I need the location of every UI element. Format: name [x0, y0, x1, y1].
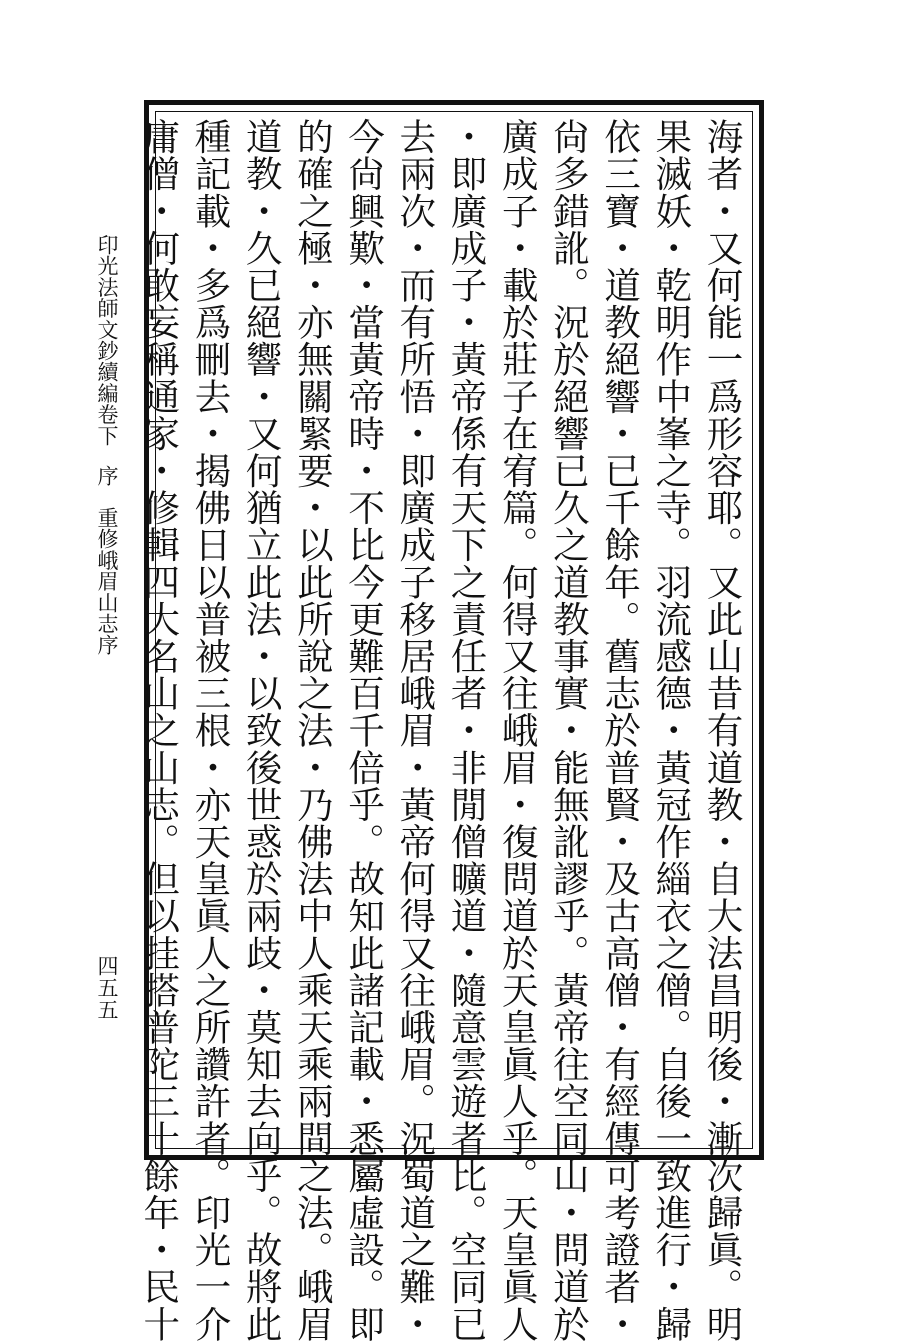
- text-column-4: 尙多錯訛。況於絕響已久之道教事實・能無訛謬乎。黃帝往空同山・問道於: [547, 118, 591, 1342]
- running-header: [93, 234, 140, 684]
- text-column-10: 道教・久已絕響・又何猶立此法・以致後世惑於兩歧・莫知去向乎。故將此: [240, 118, 284, 1342]
- page-number: 四五五: [95, 955, 119, 1021]
- text-column-12: 庸僧・何敢妄稱通家・修輯四大名山之山志。但以挂搭普陀三十餘年・民十: [137, 118, 181, 1342]
- text-column-1: 海者・又何能一爲形容耶。又此山昔有道教・自大法昌明後・漸次歸眞。明: [701, 118, 744, 1342]
- text-column-9: 的確之極・亦無關緊要・以此所說之法・乃佛法中人乘天乘兩間之法。峨眉: [291, 118, 335, 1342]
- text-column-6: ・即廣成子・黃帝係有天下之責任者・非閒僧曠道・隨意雲遊者比。空同已: [444, 118, 488, 1342]
- text-column-2: 果滅妖・乾明作中峯之寺。羽流感德・黃冠作緇衣之僧。自後一致進行・歸: [649, 118, 693, 1342]
- text-column-8: 今尙興歎・當黃帝時・不比今更難百千倍乎。故知此諸記載・悉屬虛設。即: [342, 118, 386, 1342]
- text-column-3: 依三寶・道教絕響・已千餘年。舊志於普賢・及古高僧・有經傳可考證者・: [598, 118, 642, 1342]
- section-label: 序: [95, 465, 119, 487]
- article-title: 重修峨眉山志序: [95, 507, 119, 656]
- main-text: [137, 118, 748, 1342]
- text-column-5: 廣成子・載於莊子在宥篇。何得又往峨眉・復問道於天皇眞人乎。天皇眞人: [496, 118, 540, 1342]
- book-title: 印光法師文鈔續編卷下: [95, 234, 119, 446]
- text-column-7: 去兩次・而有所悟・即廣成子移居峨眉・黃帝何得又往峨眉。況蜀道之難・: [393, 118, 437, 1342]
- text-column-11: 種記載・多爲刪去・揭佛日以普被三根・亦天皇眞人之所讚許者。印光一介: [188, 118, 232, 1342]
